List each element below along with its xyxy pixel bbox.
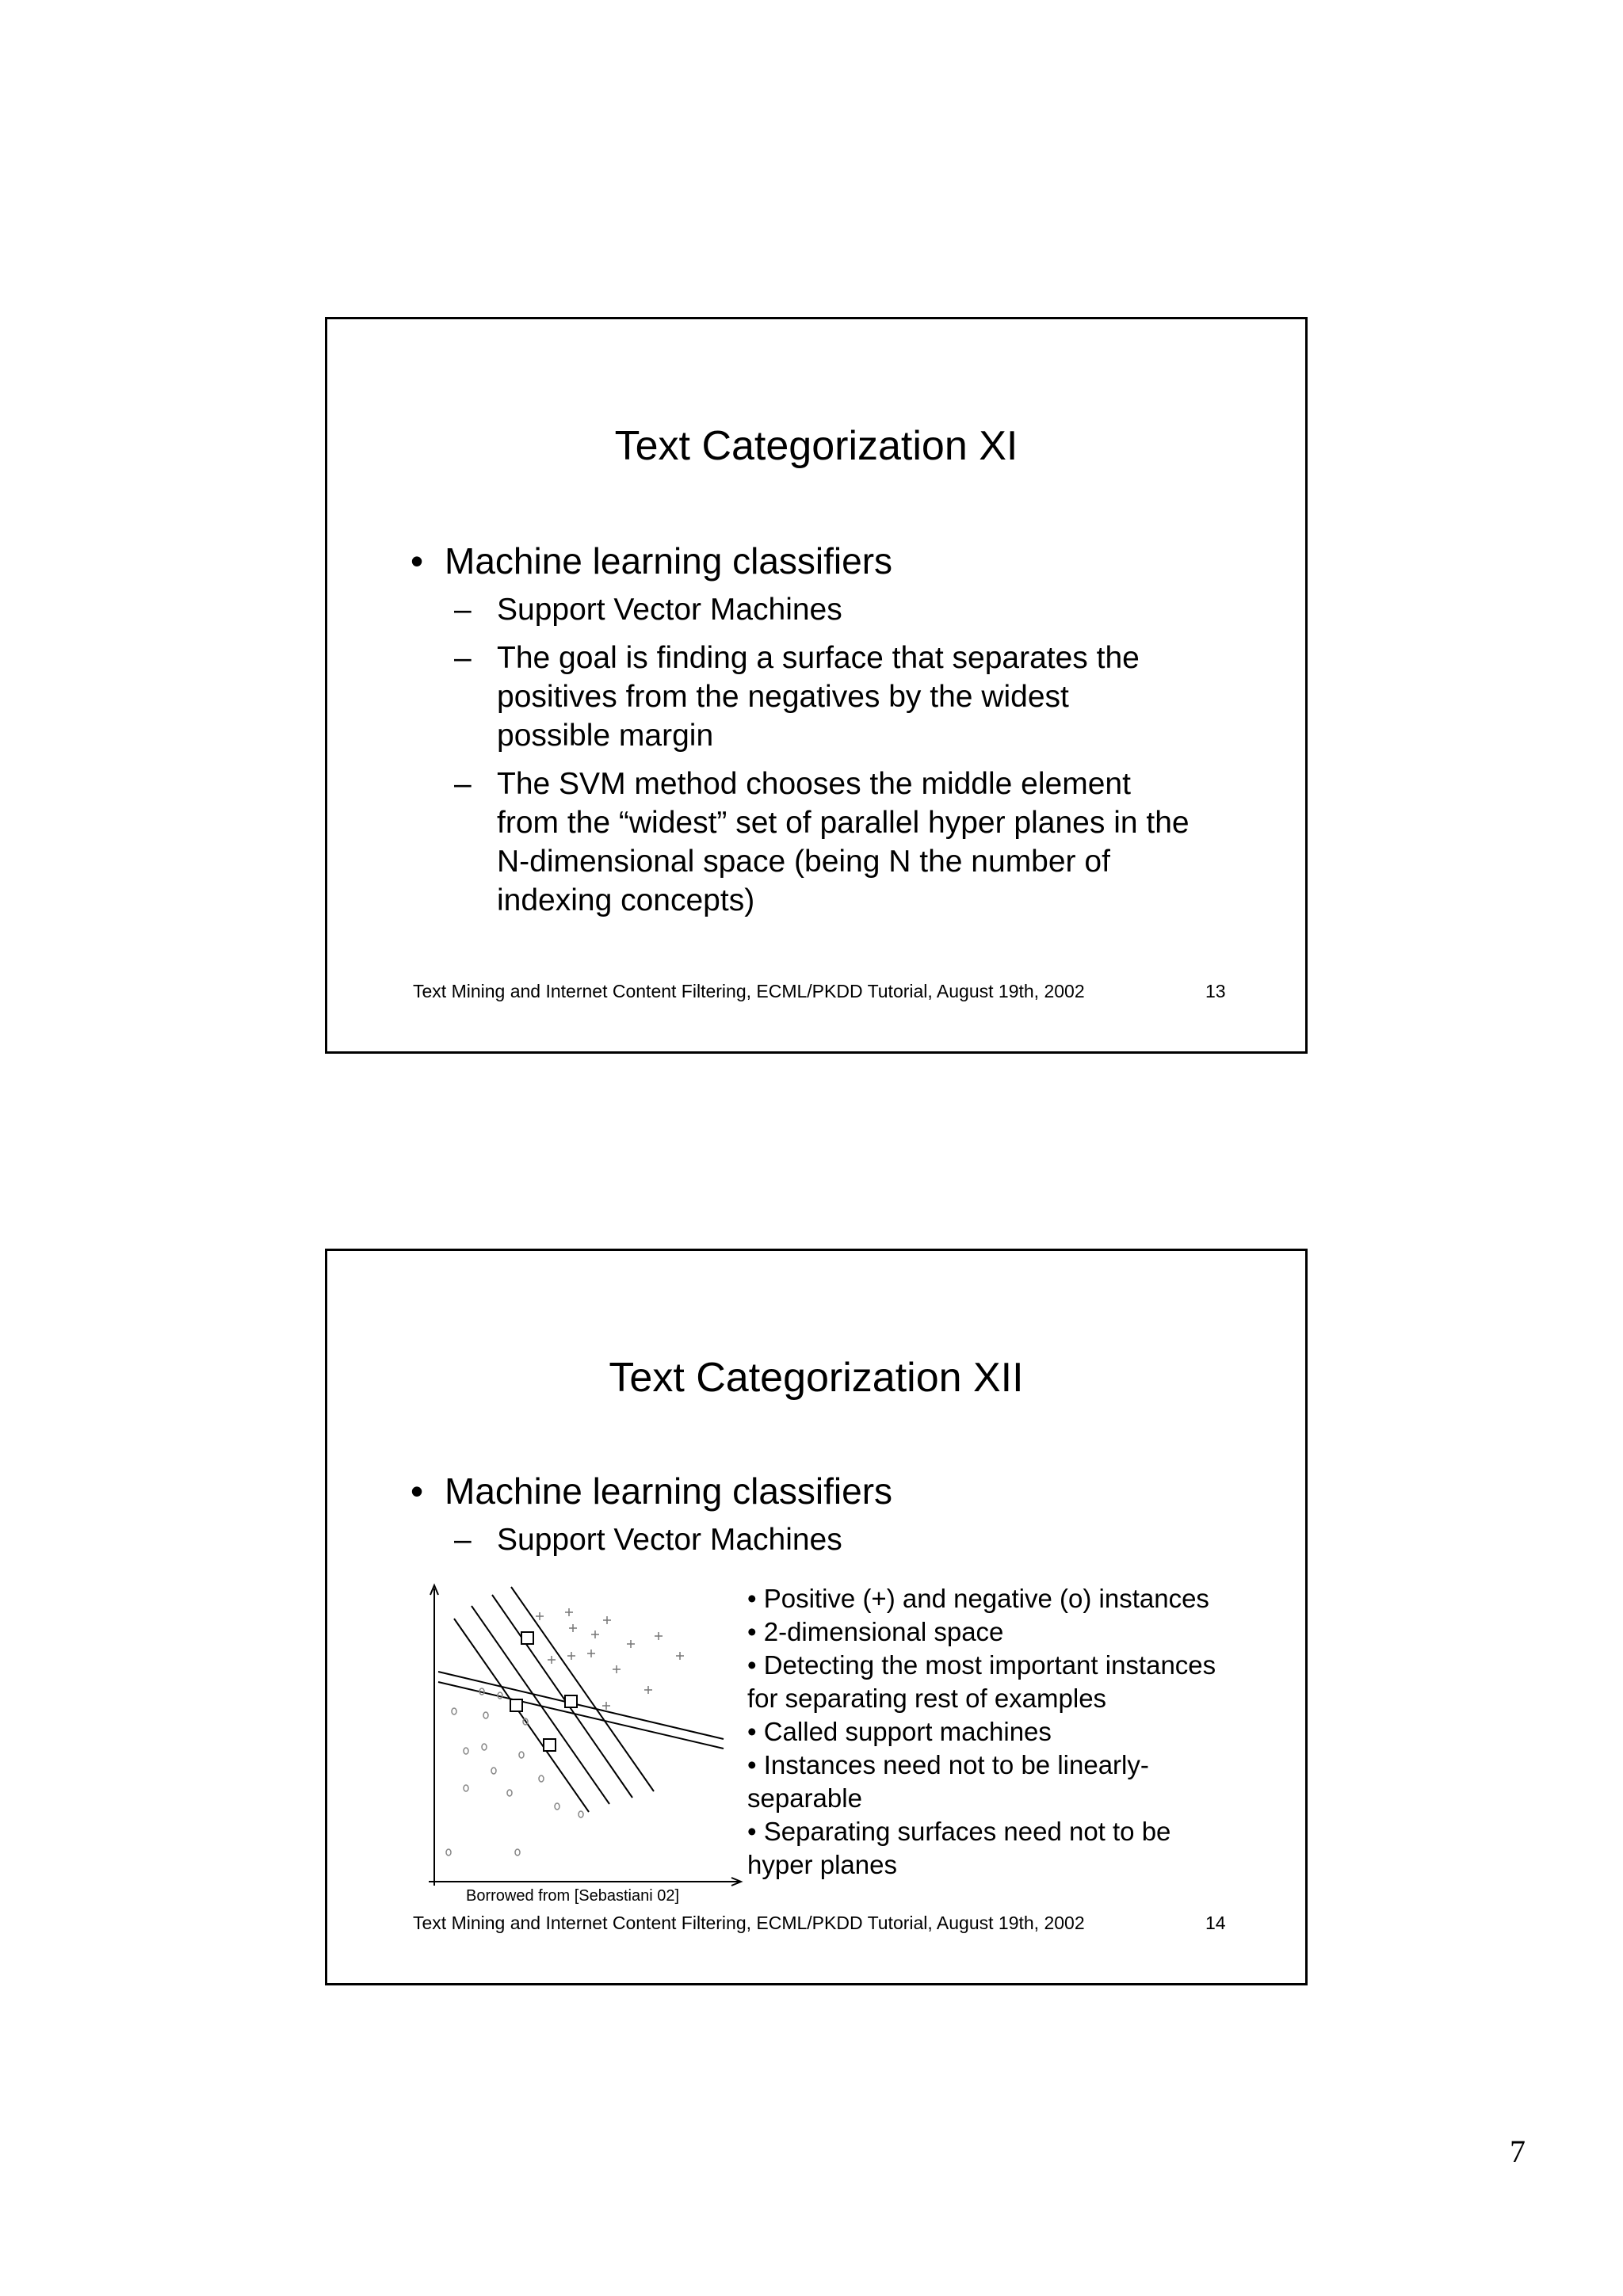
negative-instance — [507, 1790, 512, 1796]
sub-bullet-line: from the “widest” set of parallel hyper planes in the — [497, 806, 1190, 840]
dash-mark: – — [454, 593, 472, 627]
slide-13 — [325, 317, 1308, 1054]
svm-notes — [747, 1582, 1216, 1882]
negative-instance — [483, 1712, 488, 1718]
positive-instance — [603, 1616, 611, 1624]
note-line: for separating rest of examples — [747, 1684, 1107, 1713]
slide-title: Text Categorization XI — [614, 423, 1018, 469]
positive-instance — [602, 1702, 610, 1710]
positive-instance — [627, 1640, 635, 1648]
positive-instance — [548, 1656, 556, 1664]
note-line: • Positive (+) and negative (o) instances — [747, 1584, 1209, 1613]
svm-diagram — [422, 1581, 747, 1890]
note-line: • Instances need not to be linearly- — [747, 1750, 1149, 1779]
sub-bullet-list — [454, 590, 1286, 929]
positive-instance — [565, 1608, 573, 1616]
sub-bullet-list — [454, 1520, 1286, 1569]
positive-instance — [613, 1665, 621, 1673]
negative-instance — [539, 1775, 544, 1782]
separating-line — [438, 1672, 724, 1739]
sub-bullet-line: N-dimensional space (being N the number of — [497, 845, 1110, 879]
separating-line — [511, 1587, 654, 1791]
dash-mark: – — [454, 641, 472, 675]
slide-number: 13 — [1205, 981, 1226, 1001]
dash-mark: – — [454, 1523, 472, 1557]
positive-instance — [655, 1632, 663, 1640]
separating-line — [472, 1606, 609, 1804]
note-line: • 2-dimensional space — [747, 1617, 1004, 1646]
bullet-text: Machine learning classifiers — [445, 1470, 893, 1512]
bullet-mark: • — [411, 540, 424, 582]
slide-14 — [325, 1249, 1308, 1985]
positive-instance — [591, 1630, 599, 1638]
support-vector — [521, 1632, 533, 1644]
note-line: separable — [747, 1783, 862, 1813]
negative-instance — [579, 1811, 583, 1817]
sub-bullet-item — [454, 590, 1286, 629]
separating-line — [438, 1682, 724, 1749]
bullet-mark: • — [411, 1470, 424, 1512]
positive-instance — [587, 1650, 595, 1657]
note-line: • Separating surfaces need not to be — [747, 1817, 1171, 1846]
bullet-text: Machine learning classifiers — [445, 540, 893, 582]
sub-bullet-line: indexing concepts) — [497, 883, 755, 917]
negative-instance — [515, 1849, 520, 1855]
negative-instance — [491, 1768, 496, 1774]
sub-bullet-line: Support Vector Machines — [497, 593, 842, 627]
separating-line — [492, 1595, 632, 1798]
positive-instance — [536, 1612, 544, 1620]
support-vector — [544, 1739, 556, 1751]
slide-number: 14 — [1205, 1913, 1226, 1933]
negative-instance — [482, 1744, 487, 1750]
negative-instance — [452, 1708, 456, 1714]
negative-instance — [446, 1849, 451, 1855]
slide-footer: Text Mining and Internet Content Filtering, ECML/PKDD Tutorial, August 19th, 2002 — [413, 981, 1085, 1001]
sub-bullet-line: The goal is finding a surface that separates the — [497, 641, 1140, 675]
note-line: hyper planes — [747, 1850, 897, 1879]
note-line: • Detecting the most important instances — [747, 1650, 1216, 1680]
positive-instance — [676, 1652, 684, 1660]
dash-mark: – — [454, 767, 472, 801]
positive-instance — [567, 1652, 575, 1660]
note-line: • Called support machines — [747, 1717, 1052, 1746]
support-vector — [565, 1695, 577, 1707]
positive-instance — [569, 1624, 577, 1632]
negative-instance — [464, 1748, 468, 1754]
negative-instances — [446, 1688, 583, 1855]
slide-title: Text Categorization XII — [609, 1355, 1024, 1401]
support-vector — [510, 1699, 522, 1711]
positive-instances — [536, 1608, 684, 1710]
separating-line — [454, 1619, 589, 1812]
sub-bullet-line: The SVM method chooses the middle element — [497, 767, 1131, 801]
negative-instance — [464, 1785, 468, 1791]
negative-instance — [519, 1752, 524, 1758]
slide-footer: Text Mining and Internet Content Filtering, ECML/PKDD Tutorial, August 19th, 2002 — [413, 1913, 1085, 1933]
sub-bullet-line: positives from the negatives by the widest — [497, 680, 1069, 714]
sub-bullet-item — [454, 639, 1286, 755]
sub-bullet-item — [454, 1520, 1286, 1559]
sub-bullet-line: Support Vector Machines — [497, 1523, 842, 1557]
positive-instance — [644, 1686, 652, 1694]
page-number: 7 — [1510, 2134, 1526, 2169]
negative-instance — [555, 1803, 559, 1810]
sub-bullet-item — [454, 765, 1286, 920]
sub-bullet-line: possible margin — [497, 719, 714, 753]
figure-caption: Borrowed from [Sebastiani 02] — [466, 1887, 680, 1905]
